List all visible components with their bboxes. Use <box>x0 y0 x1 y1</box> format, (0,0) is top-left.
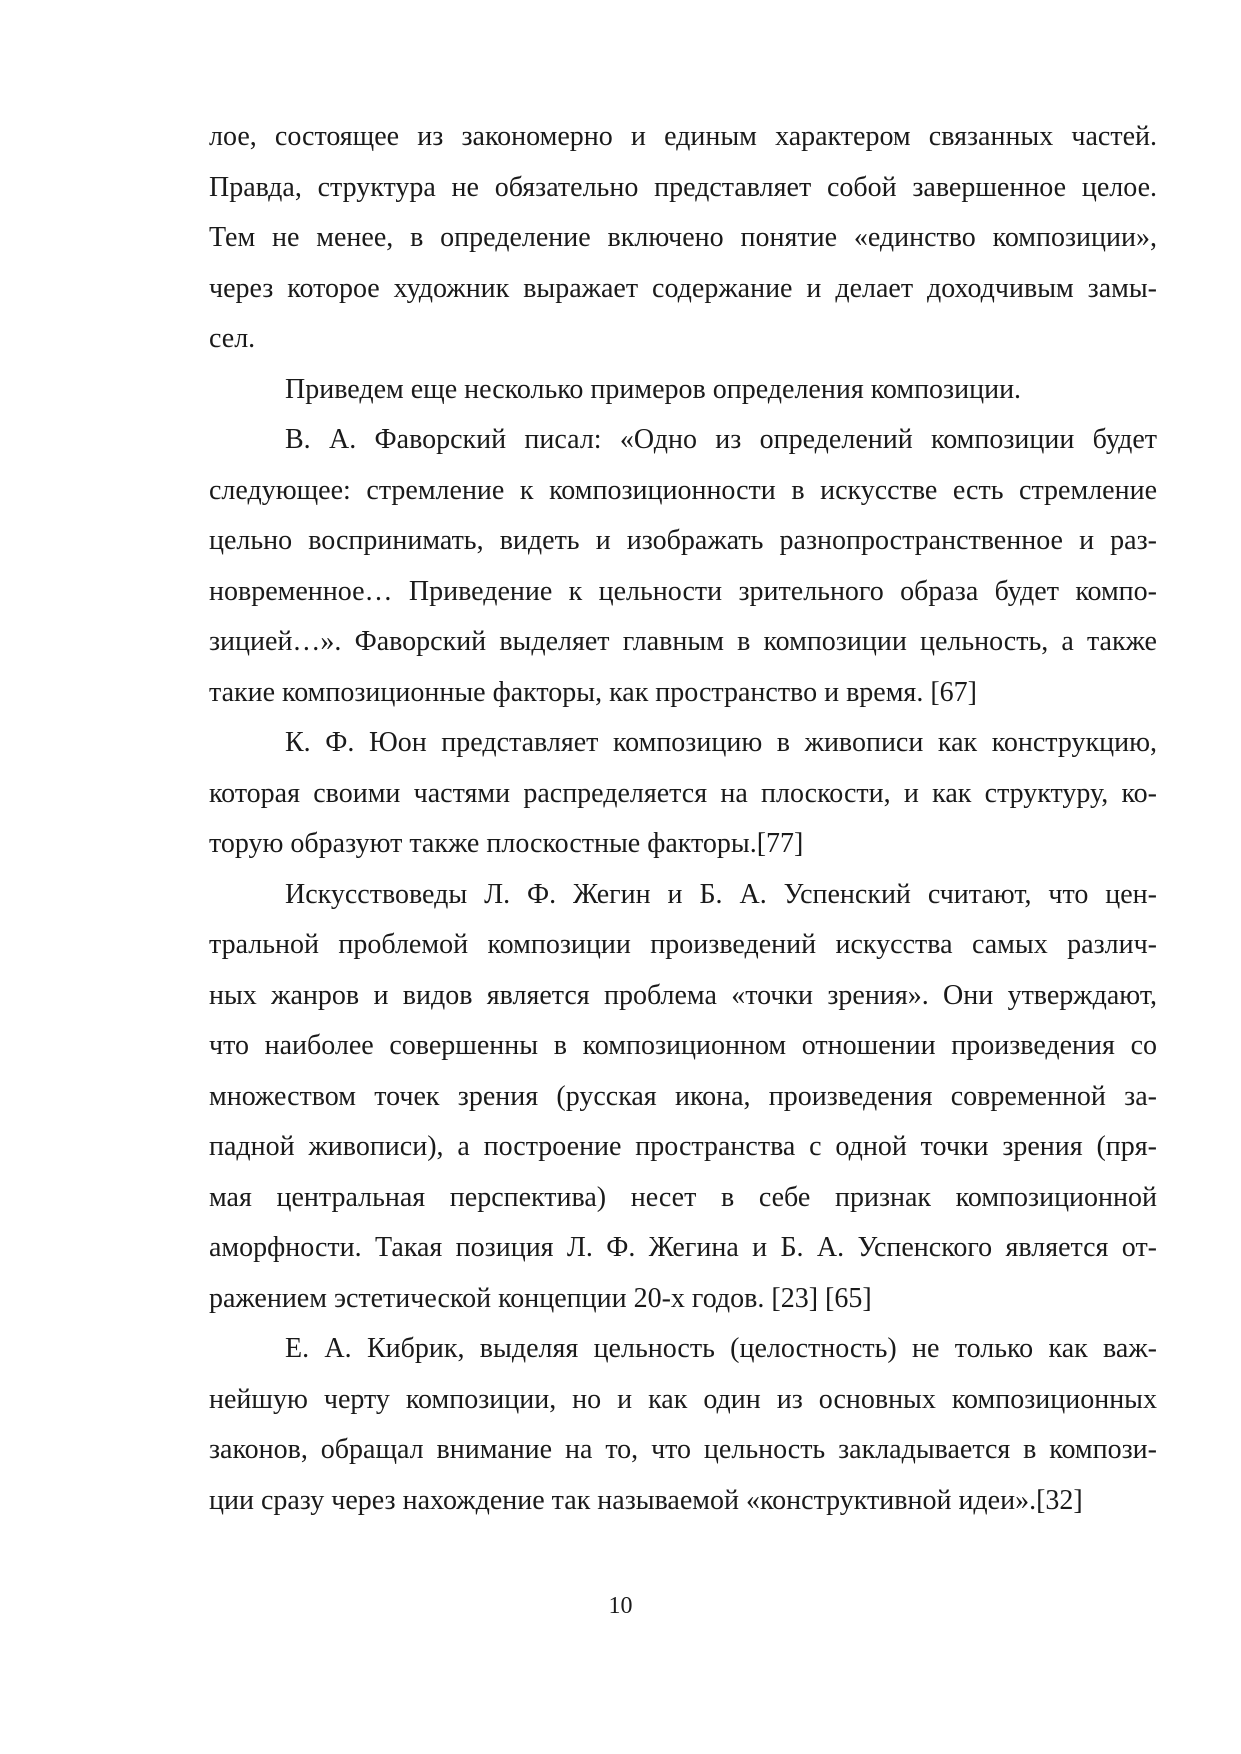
paragraph <box>209 112 1157 365</box>
text-line: лое, состоящее из закономерно и единым характером связанных частей. <box>209 121 1157 152</box>
text-line: сел. <box>209 323 256 354</box>
text-line: через которое художник выражает содержание и делает доходчивым замы- <box>209 272 1157 304</box>
text-line: законов, обращал внимание на то, что цельность закладывается в компози- <box>209 1434 1157 1465</box>
text-line: Приведем еще несколько примеров определения композиции. <box>285 373 1022 405</box>
paragraph <box>209 1324 1157 1526</box>
text-line: цельно воспринимать, видеть и изображать разнопространственное и раз- <box>209 525 1157 556</box>
text-line: которая своими частями распределяется на плоскости, и как структуру, ко- <box>209 777 1157 809</box>
paragraph <box>209 870 1157 1325</box>
text-line: тральной проблемой композиции произведений искусства самых различ- <box>209 929 1157 960</box>
page-body <box>209 112 1157 1526</box>
text-line: Искусствоведы Л. Ф. Жегин и Б. А. Успенский считают, что цен- <box>285 878 1157 910</box>
text-line: ных жанров и видов является проблема «точки зрения». Они утверждают, <box>209 979 1157 1011</box>
text-line: торую образуют также плоскостные факторы.[77] <box>209 828 804 859</box>
paragraph <box>209 718 1157 870</box>
paragraph <box>209 365 1157 416</box>
paragraph <box>209 415 1157 718</box>
text-line: мая центральная перспектива) несет в себе признак композиционной <box>209 1181 1157 1213</box>
text-line: ражением эстетической концепции 20-х годов. [23] [65] <box>209 1282 872 1314</box>
text-line: ции сразу через нахождение так называемой «конструктивной идеи».[32] <box>209 1484 1083 1516</box>
text-line: Е. А. Кибрик, выделяя цельность (целостность) не только как важ- <box>285 1333 1157 1364</box>
text-line: В. А. Фаворский писал: «Одно из определений композиции будет <box>285 424 1157 455</box>
text-line: Тем не менее, в определение включено понятие «единство композиции», <box>209 222 1157 253</box>
text-line: такие композиционные факторы, как пространство и время. [67] <box>209 676 977 708</box>
page-number: 10 <box>608 1593 633 1619</box>
text-line: падной живописи), а построение пространства с одной точки зрения (пря- <box>209 1131 1157 1162</box>
text-line: зицией…». Фаворский выделяет главным в композиции цельность, а также <box>209 626 1157 657</box>
text-line: что наиболее совершенны в композиционном отношении произведения со <box>209 1030 1157 1061</box>
text-line: Правда, структура не обязательно представляет собой завершенное целое. <box>209 171 1157 203</box>
text-line: множеством точек зрения (русская икона, произведения современной за- <box>209 1080 1157 1112</box>
text-line: следующее: стремление к композиционности в искусстве есть стремление <box>209 474 1157 506</box>
text-line: аморфности. Такая позиция Л. Ф. Жегина и Б. А. Успенского является от- <box>209 1232 1157 1263</box>
text-line: К. Ф. Юон представляет композицию в живописи как конструкцию, <box>285 727 1157 758</box>
text-line: новременное… Приведение к цельности зрительного образа будет компо- <box>209 575 1157 607</box>
text-line: нейшую черту композиции, но и как один из основных композиционных <box>209 1383 1157 1415</box>
